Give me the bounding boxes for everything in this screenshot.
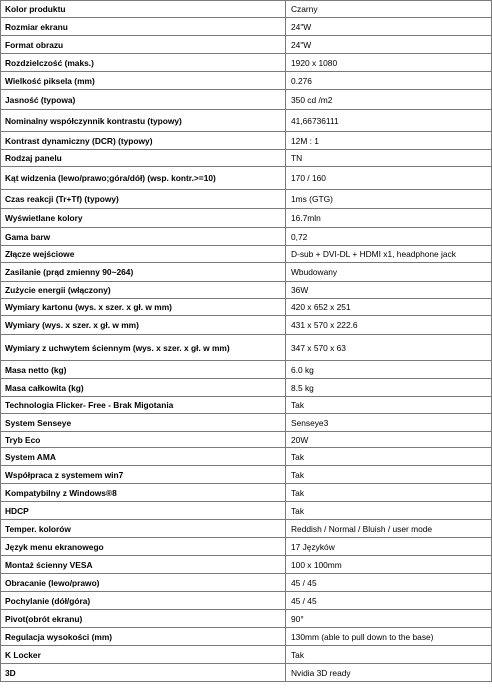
spec-label: Język menu ekranowego: [1, 538, 286, 556]
spec-value: Czarny: [286, 1, 492, 18]
spec-label: Złącze wejściowe: [1, 246, 286, 263]
spec-value: Reddish / Normal / Bluish / user mode: [286, 520, 492, 538]
spec-row: [1, 316, 492, 335]
spec-value: 16.7mln: [286, 209, 492, 228]
spec-value: Tak: [286, 646, 492, 664]
spec-row: [1, 502, 492, 520]
spec-value: 0.276: [286, 72, 492, 90]
spec-value: 1920 x 1080: [286, 54, 492, 72]
spec-row: [1, 664, 492, 682]
spec-label: Regulacja wysokości (mm): [1, 628, 286, 646]
spec-label: Obracanie (lewo/prawo): [1, 574, 286, 592]
spec-value: TN: [286, 150, 492, 167]
spec-label: HDCP: [1, 502, 286, 520]
spec-value: Tak: [286, 448, 492, 466]
spec-value: Tak: [286, 484, 492, 502]
spec-label: Kąt widzenia (lewo/prawo;góra/dół) (wsp. kontr.>=10): [1, 167, 286, 190]
spec-label: Kolor produktu: [1, 1, 286, 18]
spec-value: 45 / 45: [286, 574, 492, 592]
spec-value: 12M : 1: [286, 132, 492, 150]
spec-row: [1, 610, 492, 628]
spec-label: Montaż ścienny VESA: [1, 556, 286, 574]
spec-label: Czas reakcji (Tr+Tf) (typowy): [1, 190, 286, 209]
spec-value: Tak: [286, 466, 492, 484]
spec-label: System Senseye: [1, 414, 286, 432]
spec-row: [1, 361, 492, 379]
spec-row: [1, 520, 492, 538]
spec-label: Masa netto (kg): [1, 361, 286, 379]
spec-label: Format obrazu: [1, 36, 286, 54]
spec-row: [1, 646, 492, 664]
spec-value: 431 x 570 x 222.6: [286, 316, 492, 335]
spec-value: 0,72: [286, 228, 492, 246]
spec-label: Wymiary z uchwytem ściennym (wys. x szer. x gł. w mm): [1, 335, 286, 361]
spec-row: [1, 246, 492, 263]
spec-row: [1, 282, 492, 299]
spec-value: 24"W: [286, 18, 492, 36]
spec-value: 100 x 100mm: [286, 556, 492, 574]
spec-label: Wyświetlane kolory: [1, 209, 286, 228]
spec-row: [1, 72, 492, 90]
spec-row: [1, 36, 492, 54]
spec-value: 24"W: [286, 36, 492, 54]
spec-value: 90°: [286, 610, 492, 628]
spec-table-body: [1, 1, 492, 682]
spec-row: [1, 484, 492, 502]
spec-value: Nvidia 3D ready: [286, 664, 492, 682]
spec-label: System AMA: [1, 448, 286, 466]
spec-row: [1, 448, 492, 466]
spec-row: [1, 167, 492, 190]
spec-value: 36W: [286, 282, 492, 299]
spec-label: Rozdzielczość (maks.): [1, 54, 286, 72]
spec-value: 41,66736111: [286, 110, 492, 132]
spec-value: 420 x 652 x 251: [286, 299, 492, 316]
spec-label: Współpraca z systemem win7: [1, 466, 286, 484]
spec-row: [1, 132, 492, 150]
spec-label: Rodzaj panelu: [1, 150, 286, 167]
spec-row: [1, 18, 492, 36]
spec-label: Gama barw: [1, 228, 286, 246]
spec-row: [1, 335, 492, 361]
spec-row: [1, 190, 492, 209]
spec-row: [1, 628, 492, 646]
spec-value: 8.5 kg: [286, 379, 492, 397]
spec-row: [1, 432, 492, 448]
spec-label: K Locker: [1, 646, 286, 664]
spec-row: [1, 466, 492, 484]
spec-label: Technologia Flicker- Free - Brak Migotania: [1, 397, 286, 414]
spec-row: [1, 414, 492, 432]
spec-label: Pochylanie (dół/góra): [1, 592, 286, 610]
spec-label: Wymiary kartonu (wys. x szer. x gł. w mm): [1, 299, 286, 316]
spec-value: 6.0 kg: [286, 361, 492, 379]
spec-value: 1ms (GTG): [286, 190, 492, 209]
spec-label: Masa całkowita (kg): [1, 379, 286, 397]
spec-value: 17 Języków: [286, 538, 492, 556]
spec-row: [1, 150, 492, 167]
spec-label: Nominalny współczynnik kontrastu (typowy): [1, 110, 286, 132]
spec-label: Rozmiar ekranu: [1, 18, 286, 36]
spec-value: Senseye3: [286, 414, 492, 432]
spec-value: 20W: [286, 432, 492, 448]
spec-value: 130mm (able to pull down to the base): [286, 628, 492, 646]
spec-row: [1, 90, 492, 110]
spec-label: Tryb Eco: [1, 432, 286, 448]
spec-row: [1, 592, 492, 610]
spec-row: [1, 397, 492, 414]
spec-row: [1, 54, 492, 72]
spec-row: [1, 209, 492, 228]
spec-value: Wbudowany: [286, 263, 492, 282]
spec-row: [1, 574, 492, 592]
spec-row: [1, 556, 492, 574]
spec-row: [1, 110, 492, 132]
spec-label: Kompatybilny z Windows®8: [1, 484, 286, 502]
spec-row: [1, 1, 492, 18]
spec-label: Zasilanie (prąd zmienny 90~264): [1, 263, 286, 282]
spec-row: [1, 379, 492, 397]
spec-value: Tak: [286, 502, 492, 520]
spec-label: Pivot(obrót ekranu): [1, 610, 286, 628]
spec-label: 3D: [1, 664, 286, 682]
spec-label: Temper. kolorów: [1, 520, 286, 538]
spec-value: 350 cd /m2: [286, 90, 492, 110]
spec-value: Tak: [286, 397, 492, 414]
spec-value: 45 / 45: [286, 592, 492, 610]
spec-row: [1, 263, 492, 282]
spec-row: [1, 538, 492, 556]
spec-value: D-sub + DVI-DL + HDMI x1, headphone jack: [286, 246, 492, 263]
spec-row: [1, 228, 492, 246]
spec-label: Jasność (typowa): [1, 90, 286, 110]
spec-value: 170 / 160: [286, 167, 492, 190]
spec-row: [1, 299, 492, 316]
spec-label: Zużycie energii (włączony): [1, 282, 286, 299]
spec-label: Kontrast dynamiczny (DCR) (typowy): [1, 132, 286, 150]
spec-label: Wymiary (wys. x szer. x gł. w mm): [1, 316, 286, 335]
spec-value: 347 x 570 x 63: [286, 335, 492, 361]
spec-label: Wielkość piksela (mm): [1, 72, 286, 90]
